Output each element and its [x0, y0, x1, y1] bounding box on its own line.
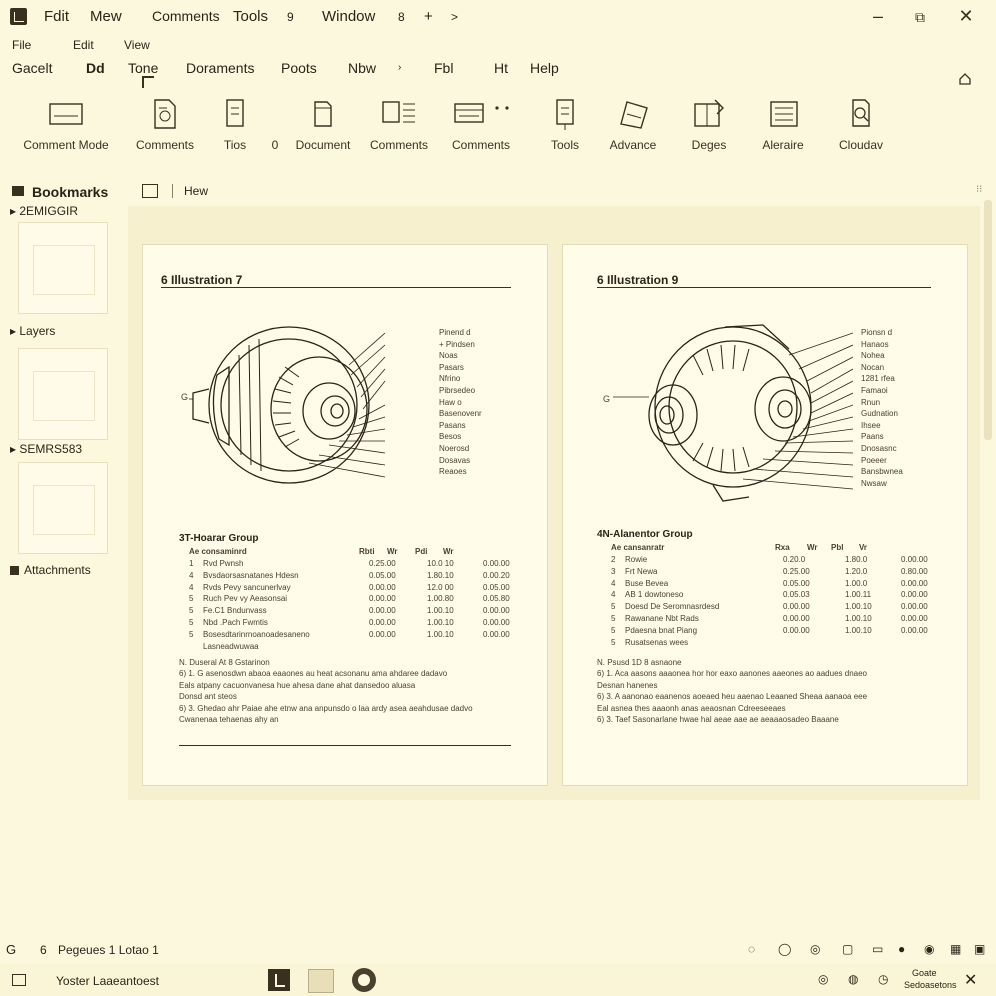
- view-toggle-icon[interactable]: [142, 184, 158, 198]
- callout-left: G: [181, 392, 189, 402]
- table-cell: 10.0 10: [427, 559, 454, 568]
- bottom-rule: [179, 745, 511, 746]
- table-cell: 5: [189, 618, 194, 627]
- note-line: 6) 3. Ghedao ahr Paiae ahe etnw ana anpunsdo o laa ardy asea aeahdusae dadvo: [179, 703, 473, 713]
- table-cell: 0.00.00: [483, 618, 510, 627]
- table-cell: 1.80.10: [427, 570, 454, 580]
- zoom-icon[interactable]: ◉: [924, 942, 935, 956]
- table-cell: 2: [611, 555, 616, 564]
- title-bar: [0, 0, 996, 34]
- taskbar: [0, 964, 996, 996]
- tab-fbl[interactable]: Fbl: [434, 60, 454, 76]
- table-cell: 1.20.0: [845, 566, 868, 576]
- note-line: Donsd ant steos: [179, 692, 237, 702]
- ribbon-advance-button[interactable]: Advance: [588, 94, 678, 158]
- table-row: [179, 583, 519, 594]
- table-cell: 0.00.00: [369, 594, 396, 604]
- restore-button[interactable]: ⧉: [915, 9, 925, 25]
- table-cell: 1.00.10: [845, 625, 872, 635]
- table-cell: 1.00.10: [427, 629, 454, 639]
- table-cell: 5: [611, 614, 616, 623]
- table-row: [179, 594, 519, 605]
- table-cell: 0.00.00: [783, 614, 810, 623]
- table-icon: [451, 96, 511, 132]
- sidebar-group-2[interactable]: ▸ Layers: [10, 324, 56, 338]
- table-cell: Ruch Pev vy Aeasonsai: [203, 594, 288, 604]
- table-cell: 1: [189, 559, 194, 568]
- table-row: [179, 559, 519, 570]
- table-row: [597, 567, 937, 578]
- ribbon-comments-table-button[interactable]: Comments: [436, 94, 526, 158]
- ribbon-tios-button[interactable]: Tios: [198, 94, 272, 158]
- menu-file[interactable]: File: [12, 38, 32, 52]
- sidebar-title: Bookmarks: [32, 184, 109, 200]
- page-title: 6 Illustration 9: [597, 273, 679, 287]
- table-row: [597, 590, 937, 601]
- table-cell: 0.00.00: [901, 625, 928, 635]
- callout-label: Haw o: [439, 397, 462, 407]
- table-cell: 5: [189, 606, 194, 616]
- document-page-1: [142, 244, 548, 786]
- table-row: [179, 606, 519, 617]
- pen-icon: [613, 96, 653, 132]
- title-rule: [161, 287, 511, 288]
- callout-label: Pasars: [439, 362, 464, 372]
- table-cell: 3: [611, 566, 616, 576]
- app-logo-icon: [10, 8, 27, 25]
- callout-label: Nohea: [861, 351, 885, 361]
- app-taskbar-icon[interactable]: [268, 969, 290, 991]
- title-rule: [597, 287, 931, 288]
- table-row: [179, 571, 519, 582]
- close-icon[interactable]: ✕: [964, 972, 978, 989]
- note-line: 6) 1. G asenosdwn abaoa eaaones au heat acsonanu ama ahdaree dadavo: [179, 669, 448, 679]
- alternator-illustration: [613, 315, 853, 505]
- note-line: N. Psusd 1D 8 asnaone: [597, 658, 682, 667]
- table-cell: 1.00.11: [845, 590, 872, 600]
- tab-nbw[interactable]: Nbw: [348, 60, 377, 76]
- table-header: Ae cansanratr Rxa Wr Pbl Vr: [611, 543, 868, 552]
- note-line: 6) 3. A aanonao eaanenos aoeaed heu aaenao Leaaned Sheaa aanaoa eee: [597, 692, 868, 702]
- bookmarks-icon: [12, 186, 24, 196]
- table-cell: 0.25.00: [783, 566, 810, 576]
- table-cell: Bvsdaorsasnatanes Hdesn: [203, 570, 299, 580]
- title-menu-edit[interactable]: Fdit: [44, 8, 70, 25]
- table-cell: 0.00.00: [901, 578, 928, 588]
- table-row: [179, 630, 519, 641]
- table-cell: 0.00.00: [483, 559, 510, 568]
- tab-ht[interactable]: Ht: [494, 60, 508, 76]
- table-cell: 0.00.00: [783, 602, 810, 612]
- table-cell: 5: [611, 637, 616, 647]
- note-line: Eal asnea thes aaaonh anas aeaosnan Cdreeseeaes: [597, 703, 786, 713]
- clock-date[interactable]: Sedoasetons: [904, 980, 957, 990]
- table-cell: AB 1 dowtoneso: [625, 590, 684, 600]
- table-row: [597, 555, 937, 566]
- callout-label: Pibrsedeo: [439, 386, 476, 395]
- table-cell: Rusatsenas wees: [625, 637, 689, 647]
- chevron-right-icon: ▸: [10, 442, 20, 456]
- ribbon-deges-button[interactable]: Deges: [664, 94, 754, 158]
- table-cell: Frt Newa: [625, 566, 658, 576]
- table-cell: 0.00.00: [783, 625, 810, 635]
- attachments-label[interactable]: Attachments: [24, 563, 91, 577]
- callout-label: Pionsn d: [861, 328, 893, 337]
- network-icon[interactable]: ◎: [818, 972, 829, 986]
- note-line: N. Duseral At 8 Gstarinon: [179, 658, 270, 667]
- scrollbar-thumb[interactable]: [984, 200, 992, 440]
- table-header: Ae consaminrd Rbti Wr Pdi Wr: [189, 547, 454, 556]
- folder-taskbar-icon[interactable]: [308, 969, 334, 993]
- callout-label: Dnosasnc: [861, 444, 897, 453]
- panel-menu-icon[interactable]: ⁝⁝: [976, 184, 983, 195]
- volume-icon[interactable]: ◍: [848, 972, 859, 986]
- table-cell: 4: [189, 570, 194, 580]
- callout-label: Gudnation: [861, 409, 898, 419]
- callout-label: Poeeer: [861, 455, 887, 465]
- callout-label: Besos: [439, 432, 462, 442]
- table-cell: 1.00.10: [845, 614, 872, 623]
- table-cell: 0.00.00: [901, 614, 928, 623]
- table-cell: 5: [189, 629, 194, 639]
- screen-icon: [46, 96, 86, 130]
- table-cell: 1.00.0: [845, 578, 868, 588]
- tab-dd[interactable]: Dd: [86, 60, 105, 76]
- tab-documents[interactable]: Doraments: [186, 60, 255, 76]
- table-cell: 0.80.00: [901, 566, 928, 576]
- table-cell: Buse Bevea: [625, 578, 669, 588]
- night-mode-icon[interactable]: ●: [898, 942, 906, 956]
- table-row: [597, 614, 937, 625]
- two-page-icon[interactable]: ▭: [872, 942, 884, 956]
- table-cell: 0.05.00: [483, 582, 510, 592]
- title-menu-view[interactable]: Mew: [90, 8, 122, 25]
- document-icon: [147, 96, 183, 132]
- table-cell: Nbd .Pach Fwmtis: [203, 618, 268, 627]
- callout-label: Rnun: [861, 397, 881, 407]
- table-cell: 1.00.10: [845, 602, 872, 612]
- vertical-scrollbar[interactable]: [980, 196, 994, 446]
- battery-icon[interactable]: ◷: [878, 972, 889, 986]
- search-icon: [843, 96, 879, 132]
- table-cell: 5: [611, 625, 616, 635]
- table-cell: 0.00.00: [483, 629, 510, 639]
- note-line: Desnan hanenes: [597, 680, 658, 690]
- page-thumbnail[interactable]: [18, 462, 108, 554]
- status-bar: [0, 940, 996, 962]
- callout-label: + Pindsen: [439, 339, 475, 349]
- table-cell: 5: [611, 602, 616, 612]
- close-button[interactable]: ✕: [958, 6, 974, 26]
- callout-label: Famaoi: [861, 386, 888, 395]
- list-icon: [379, 96, 419, 132]
- status-left-icon[interactable]: G: [6, 942, 17, 957]
- table-cell: 0.00.00: [901, 602, 928, 612]
- callout-label: Hanaos: [861, 339, 889, 349]
- fit-width-icon[interactable]: ◯: [778, 942, 792, 956]
- document-viewport[interactable]: [128, 206, 980, 800]
- callout-label: Noas: [439, 351, 458, 361]
- table-row: [179, 618, 519, 629]
- note-line: Eals atpany cacuonvanesa hue ahesa dane ahat dansedoo aluasa: [179, 680, 416, 690]
- table-cell: 0.00.20: [483, 570, 510, 580]
- table-cell: 0.05.00: [369, 570, 396, 580]
- table-cell: 0.00.00: [369, 618, 396, 627]
- tab-gacelt[interactable]: Gacelt: [12, 60, 53, 76]
- callout-label: Nocan: [861, 362, 885, 372]
- table-cell: Rvd Pwnsh: [203, 559, 244, 568]
- table-cell: 0.00.00: [369, 629, 396, 639]
- callout-label: Bansbwnea: [861, 467, 903, 477]
- callout-left: G: [603, 394, 611, 404]
- edit-icon: [689, 96, 729, 132]
- tab-poots[interactable]: Poots: [281, 60, 317, 76]
- alternator-illustration: [189, 315, 389, 505]
- table-cell: 4: [189, 582, 194, 592]
- pages-icon: [217, 96, 253, 132]
- menu-edit[interactable]: Edit: [73, 38, 94, 52]
- ribbon-zero-button[interactable]: 0: [271, 138, 279, 152]
- table-cell: Fe.C1 Bndunvass: [203, 606, 267, 616]
- callout-label: Nfrino: [439, 374, 461, 384]
- attachments-icon: [10, 566, 19, 575]
- page-title: 6 Illustration 7: [161, 273, 243, 287]
- table-cell: 0.25.00: [369, 559, 396, 568]
- fit-page-icon[interactable]: ◎: [810, 942, 821, 956]
- table-row: [179, 642, 519, 653]
- table-cell: 0.05.03: [783, 590, 810, 600]
- chevron-right-icon: ▸: [10, 204, 20, 218]
- table-cell: 1.00.80: [427, 594, 454, 604]
- view-tab-label[interactable]: Hew: [184, 184, 209, 198]
- note-line: 6) 1. Aca aasons aaaonea hor hor eaxo aanones aaeones ao aadues dnaeo: [597, 669, 867, 679]
- tab-help[interactable]: Help: [530, 60, 559, 76]
- title-menu-window[interactable]: Window: [322, 8, 376, 25]
- title-menu-tools[interactable]: Tools: [233, 8, 269, 25]
- callout-label: Pinend d: [439, 328, 471, 337]
- callout-label: Paans: [861, 432, 884, 442]
- title-menu-extra[interactable]: 9: [287, 10, 294, 24]
- table-cell: 12.0 00: [427, 582, 454, 592]
- table-cell: Doesd De Seromnasrdesd: [625, 602, 720, 612]
- table-row: [597, 602, 937, 613]
- minimize-button[interactable]: –: [872, 6, 883, 26]
- table-cell: 0.00.00: [369, 582, 396, 592]
- callout-label: Dosavas: [439, 455, 471, 465]
- ribbon-tools-button[interactable]: Tools: [520, 94, 610, 158]
- callout-label: Ihsee: [861, 420, 881, 430]
- ribbon-tabs: [0, 58, 996, 80]
- page-thumbnail[interactable]: [18, 222, 108, 314]
- document-page-2: [562, 244, 968, 786]
- table-title: 3T-Hoarar Group: [179, 533, 259, 544]
- single-page-icon[interactable]: ▢: [842, 942, 854, 956]
- table-cell: Rawanane Nbt Rads: [625, 614, 699, 623]
- menu-view[interactable]: View: [124, 38, 150, 52]
- ribbon-comments-list-button[interactable]: Comments: [354, 94, 444, 158]
- callout-label: Pasans: [439, 420, 466, 430]
- grid-icon[interactable]: ▦: [950, 942, 962, 956]
- view-mode-icon[interactable]: ◌: [748, 942, 756, 956]
- start-icon[interactable]: [12, 974, 26, 986]
- ribbon-comment-mode-button[interactable]: Comment Mode: [20, 94, 112, 158]
- clipboard-icon: [547, 96, 583, 132]
- sidebar-panel: [0, 178, 128, 938]
- ribbon-cloudav-button[interactable]: Cloudav: [816, 94, 906, 158]
- ribbon-document-button[interactable]: Document: [278, 94, 368, 158]
- table-cell: 0.05.00: [783, 578, 810, 588]
- table-row: [597, 579, 937, 590]
- note-line: 6) 3. Taef Sasonarlane hwae hal aeae aae ae aeaaaosadeo Baaane: [597, 715, 839, 724]
- page-count: Pegeues 1 Lotao 1: [58, 943, 159, 957]
- table-row: [597, 638, 937, 649]
- title-menu-8[interactable]: 8: [398, 10, 405, 24]
- page-thumbnail[interactable]: [18, 348, 108, 440]
- callout-label: Noerosd: [439, 444, 470, 453]
- divider: [172, 184, 173, 198]
- clock-time[interactable]: Goate: [912, 968, 937, 978]
- table-cell: 0.00.00: [901, 555, 928, 564]
- new-tab-icon[interactable]: +: [424, 8, 433, 25]
- table-cell: 0.05.80: [483, 594, 510, 604]
- ribbon-comments-button[interactable]: Comments: [120, 94, 210, 158]
- browser-taskbar-icon[interactable]: [352, 968, 376, 992]
- chevron-right-icon[interactable]: >: [451, 10, 459, 24]
- table-cell: 1.00.10: [427, 618, 454, 627]
- table-cell: Rowie: [625, 555, 648, 564]
- text-icon: [765, 96, 801, 132]
- page-number[interactable]: 6: [40, 943, 47, 957]
- table-cell: Pdaesna bnat Piang: [625, 625, 698, 635]
- taskbar-search-text[interactable]: Yoster Laaeantoest: [56, 974, 159, 988]
- sidebar-group-1[interactable]: ▸ 2EMIGGIR: [10, 204, 79, 218]
- table-title: 4N-Alanentor Group: [597, 529, 693, 540]
- note-line: Cwanenaa tehaenas ahy an: [179, 715, 279, 724]
- table-cell: Rvds Pevy sancunerlvay: [203, 582, 291, 592]
- table-cell: Bosesdtarinrnoanoadesaneno: [203, 629, 310, 639]
- ribbon-aleraire-button[interactable]: Aleraire: [738, 94, 828, 158]
- table-cell: 0.00.00: [369, 606, 396, 616]
- table-cell: Lasneadwuwaa: [203, 641, 259, 651]
- tab-tone[interactable]: Tone: [128, 60, 159, 76]
- table-cell: 1.80.0: [845, 555, 868, 564]
- table-cell: 0.00.00: [483, 606, 510, 616]
- table-cell: 5: [189, 594, 194, 604]
- chevron-right-icon: ▸: [10, 324, 20, 338]
- sidebar-group-3[interactable]: ▸ SEMRS583: [10, 442, 83, 456]
- callout-label: 1281 rfea: [861, 374, 895, 384]
- table-cell: 0.00.00: [901, 590, 928, 600]
- menu-bar: [0, 36, 996, 54]
- title-menu-comments[interactable]: Comments: [152, 8, 220, 24]
- callout-label: Nwsaw: [861, 478, 887, 488]
- chevron-right-icon[interactable]: ›: [398, 62, 402, 73]
- fullscreen-icon[interactable]: ▣: [974, 942, 986, 956]
- table-cell: 1.00.10: [427, 606, 454, 616]
- table-cell: 4: [611, 578, 616, 588]
- table-cell: 4: [611, 590, 616, 600]
- callout-label: Basenovenr: [439, 409, 482, 419]
- table-row: [597, 626, 937, 637]
- callout-label: Reaoes: [439, 467, 467, 477]
- table-cell: 0.20.0: [783, 555, 806, 564]
- file-icon: [305, 96, 341, 132]
